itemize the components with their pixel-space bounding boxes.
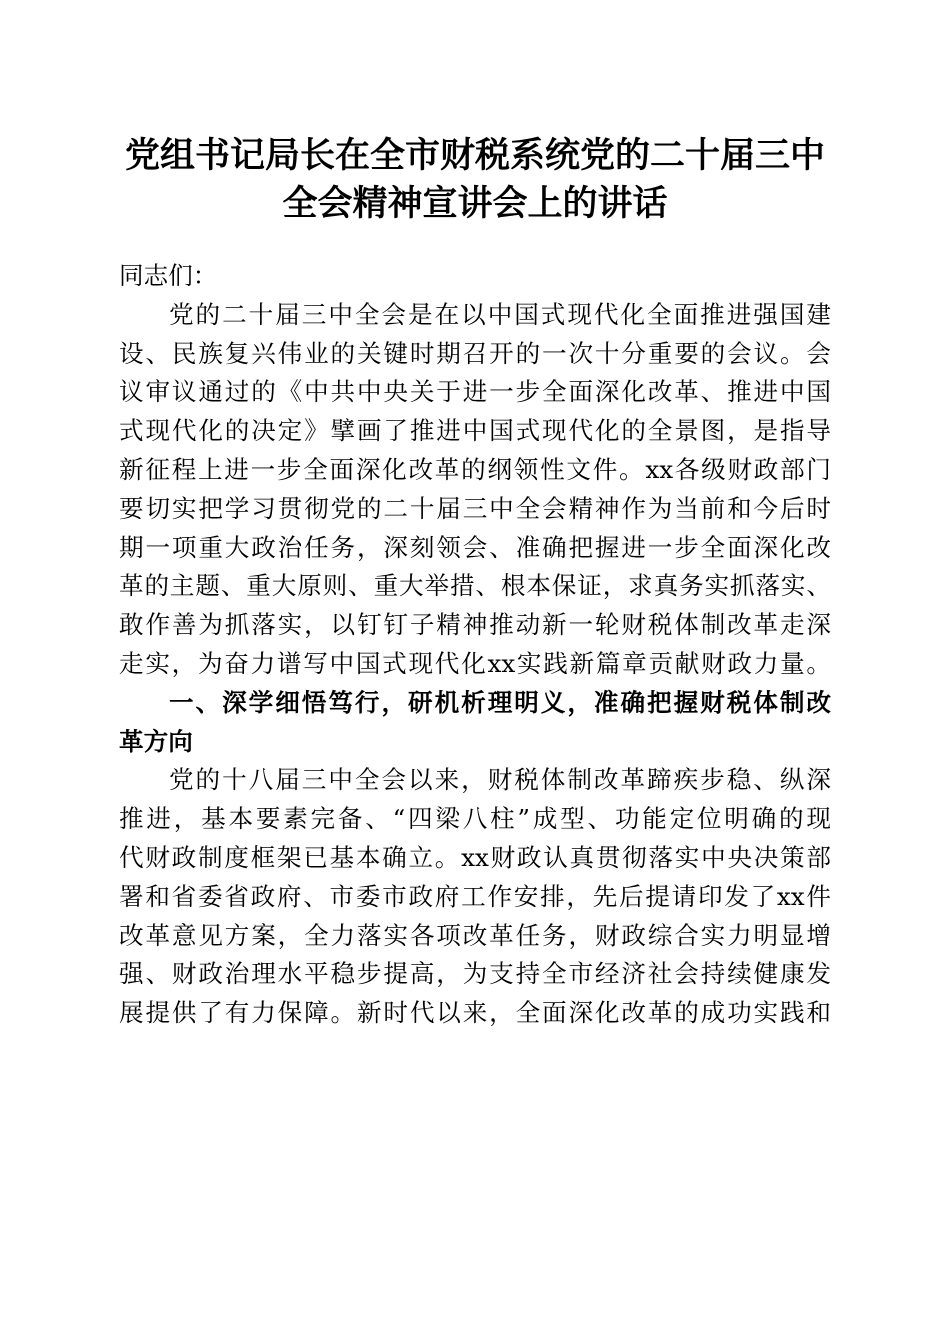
paragraph-line: 改革意见方案，全力落实各项改革任务，财政综合实力明显增	[119, 920, 831, 950]
paragraph-line: 推进，基本要素完备、“四梁八柱”成型、功能定位明确的现	[119, 804, 831, 834]
paragraph-line: 要切实把学习贯彻党的二十届三中全会精神作为当前和今后时	[119, 493, 831, 523]
salutation: 同志们：	[119, 261, 218, 290]
title-line-1: 党组书记局长在全市财税系统党的二十届三中	[124, 135, 825, 176]
paragraph-line: 议审议通过的《中共中央关于进一步全面深化改革、推进中国	[119, 377, 831, 407]
paragraph-line: 党的二十届三中全会是在以中国式现代化全面推进强国建	[169, 299, 831, 329]
paragraph-line: 走实，为奋力谱写中国式现代化xx实践新篇章贡献财政力量。	[119, 648, 831, 678]
paragraph-line: 革的主题、重大原则、重大举措、根本保证，求真务实抓落实、	[119, 571, 831, 601]
heading-line: 一、深学细悟笃行，研机析理明义，准确把握财税体制改	[169, 687, 831, 717]
document-title	[100, 132, 850, 228]
paragraph-line: 新征程上进一步全面深化改革的纲领性文件。xx各级财政部门	[119, 454, 831, 484]
paragraph-intro	[119, 296, 831, 684]
paragraph-line: 展提供了有力保障。新时代以来，全面深化改革的成功实践和	[119, 998, 831, 1028]
paragraph-line: 式现代化的决定》擘画了推进中国式现代化的全景图，是指导	[119, 416, 831, 446]
title-line-2: 全会精神宣讲会上的讲话	[282, 183, 668, 224]
section-heading-1	[119, 684, 831, 762]
paragraph-line: 党的十八届三中全会以来，财税体制改革蹄疾步稳、纵深	[169, 765, 831, 795]
paragraph-line: 代财政制度框架已基本确立。xx财政认真贯彻落实中央决策部	[119, 842, 831, 872]
paragraph-line: 敢作善为抓落实，以钉钉子精神推动新一轮财税体制改革走深	[119, 610, 831, 640]
paragraph-line: 强、财政治理水平稳步提高，为支持全市经济社会持续健康发	[119, 959, 831, 989]
paragraph-section-1	[119, 761, 831, 1033]
paragraph-line: 期一项重大政治任务，深刻领会、准确把握进一步全面深化改	[119, 532, 831, 562]
document-body	[119, 257, 831, 1033]
paragraph-line: 设、民族复兴伟业的关键时期召开的一次十分重要的会议。会	[119, 338, 831, 368]
paragraph-line: 署和省委省政府、市委市政府工作安排，先后提请印发了xx件	[119, 881, 831, 911]
heading-line: 革方向	[119, 726, 193, 756]
